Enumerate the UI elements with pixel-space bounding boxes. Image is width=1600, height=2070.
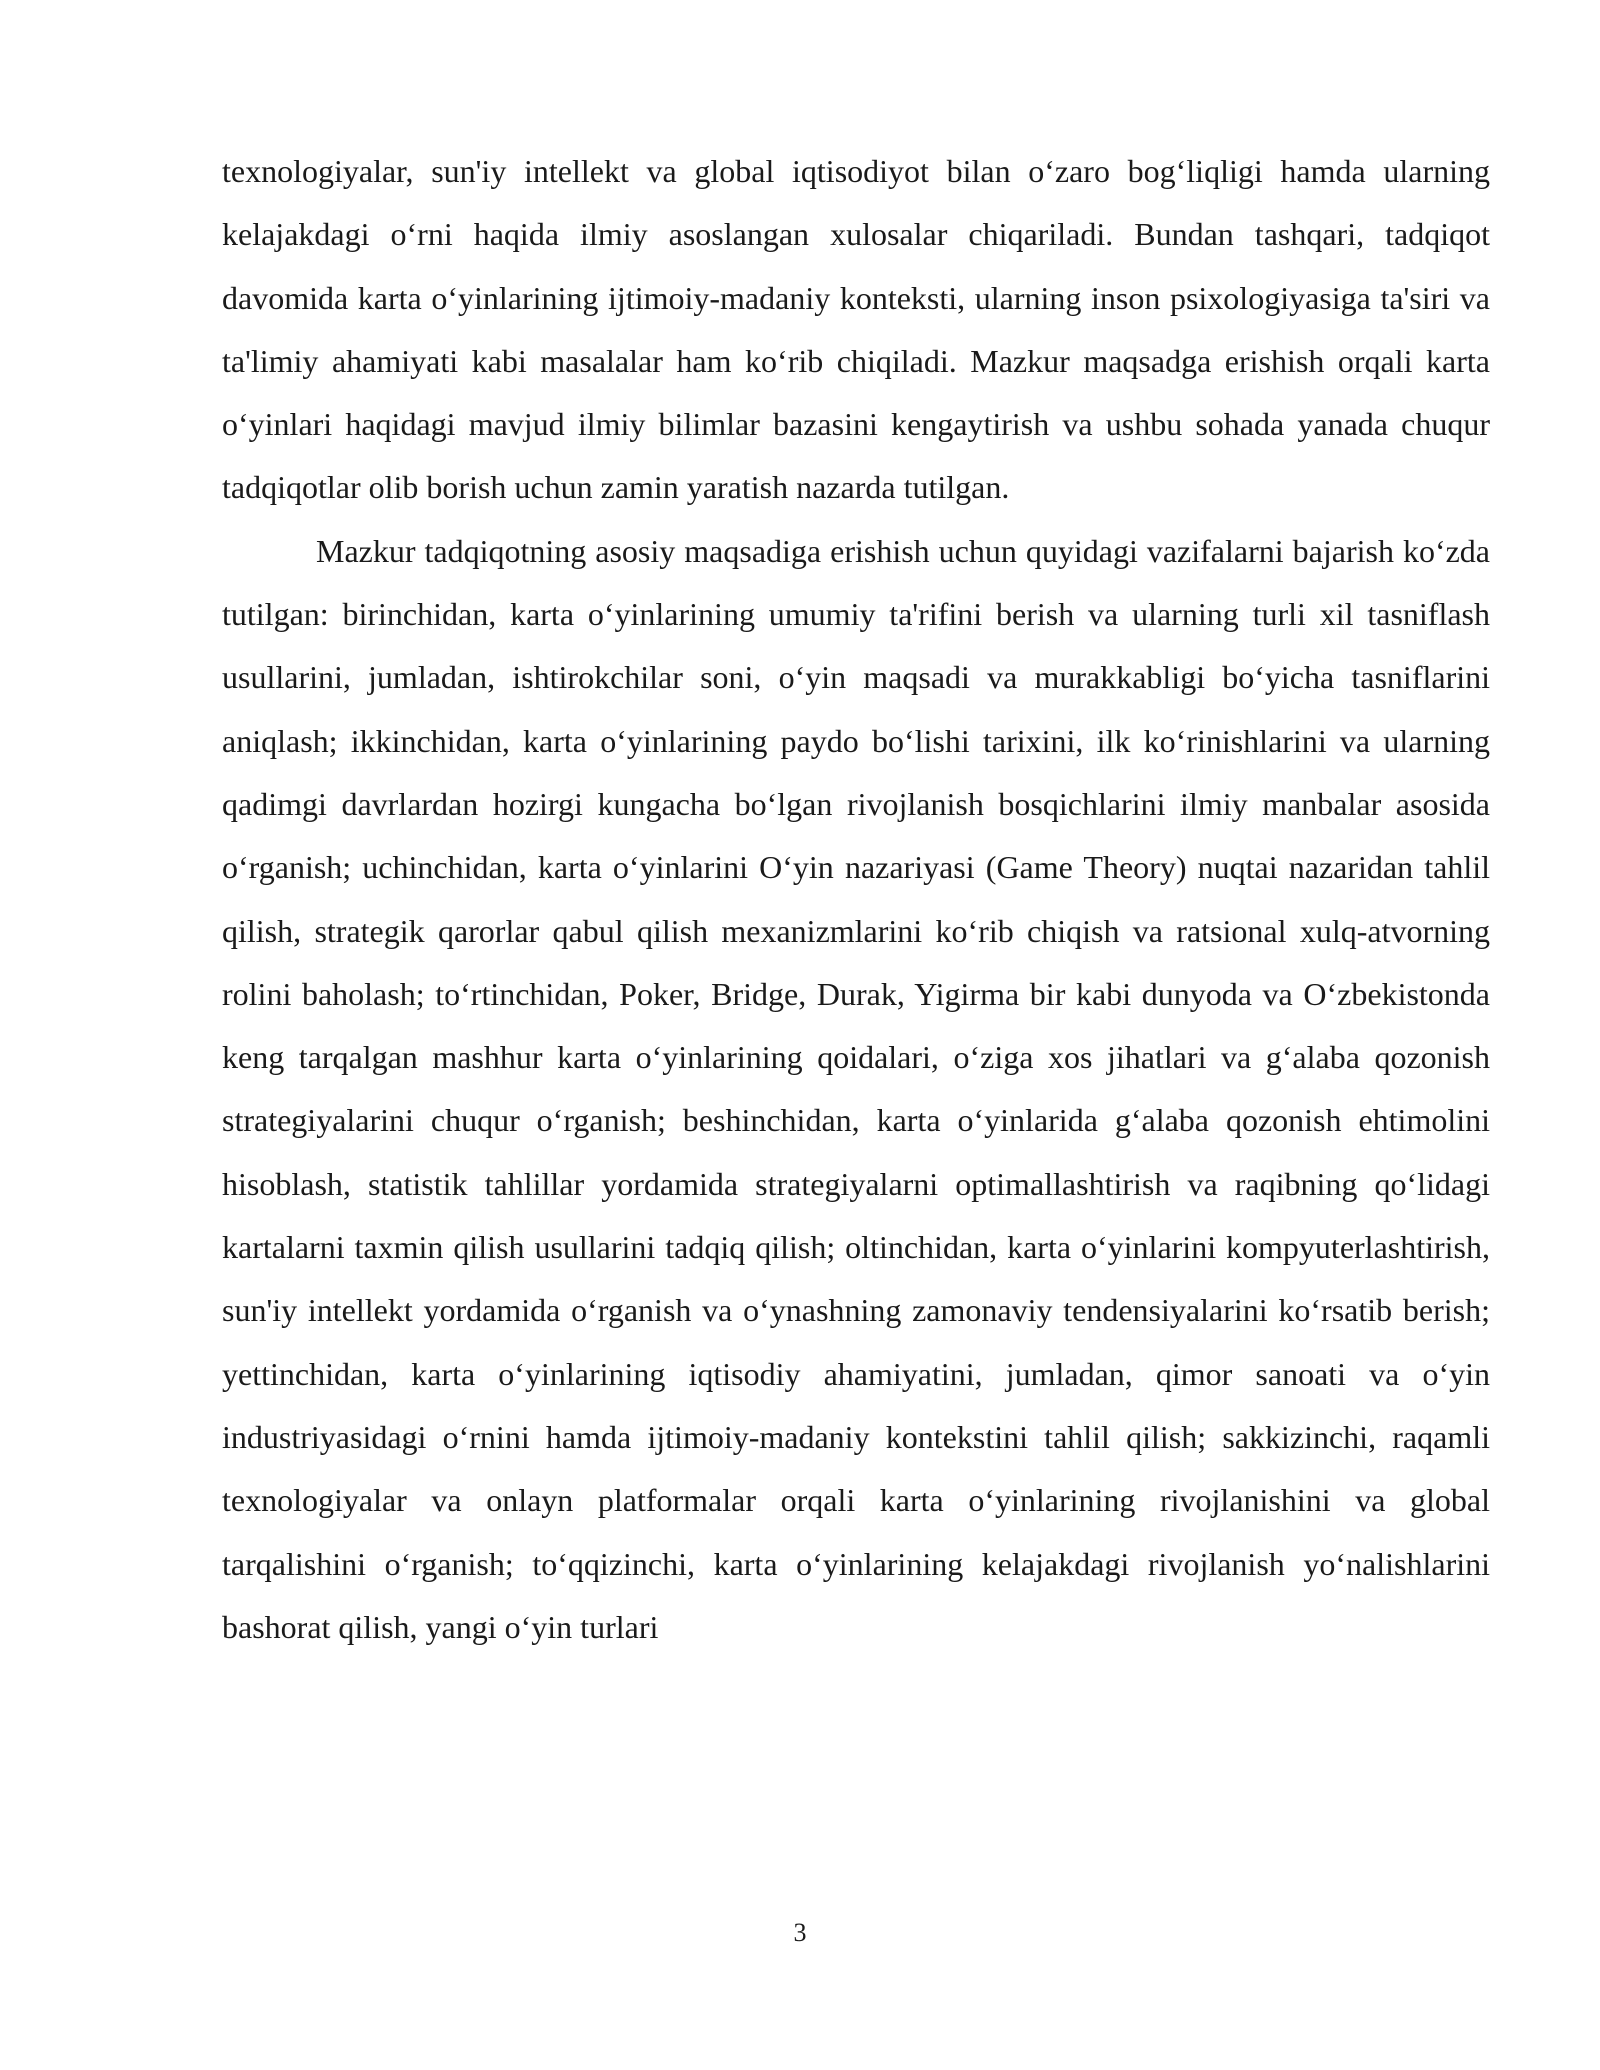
paragraph-continuation: texnologiyalar, sun'iy intellekt va global iqtisodiyot bilan o‘zaro bog‘liqligi hamda ularning kelajakdagi o‘rni haqida ilmiy asoslangan xulosalar chiqariladi. Bundan tashqari, tadqiqot davomida karta o‘yinlarining ijtimoiy-madaniy konteksti, ularning inson psixologiyasiga ta'siri va ta'limiy ahamiyati kabi masalalar ham ko‘rib chiqiladi. Mazkur maqsadga erishish orqali karta o‘yinlari haqidagi mavjud ilmiy bilimlar bazasini kengaytirish va ushbu sohada yanada chuqur tadqiqotlar olib borish uchun zamin yaratish nazarda tutilgan. [222, 153, 1490, 506]
paragraph-tasks: Mazkur tadqiqotning asosiy maqsadiga erishish uchun quyidagi vazifalarni bajarish ko‘zda tutilgan: birinchidan, karta o‘yinlarining umumiy ta'rifini berish va ularning turli xil tasniflash usullarini, jumladan, ishtirokchilar soni, o‘yin maqsadi va murakkabligi bo‘yicha tasniflarini aniqlash; ikkinchidan, karta o‘yinlarining paydo bo‘lishi tarixini, ilk ko‘rinishlarini va ularning qadimgi davrlardan hozirgi kungacha bo‘lgan rivojlanish bosqichlarini ilmiy manbalar asosida o‘rganish; uchinchidan, karta o‘yinlarini O‘yin nazariyasi (Game Theory) nuqtai nazaridan tahlil qilish, strategik qarorlar qabul qilish mexanizmlarini ko‘rib chiqish va ratsional xulq-atvorning rolini baholash; to‘rtinchidan, Poker, Bridge, Durak, Yigirma bir kabi dunyoda va O‘zbekistonda keng tarqalgan mashhur karta o‘yinlarining qoidalari, o‘ziga xos jihatlari va g‘alaba qozonish strategiyalarini chuqur o‘rganish; beshinchidan, karta o‘yinlarida g‘alaba qozonish ehtimolini hisoblash, statistik tahlillar yordamida strategiyalarni optimallashtirish va raqibning qo‘lidagi kartalarni taxmin qilish usullarini tadqiq qilish; oltinchidan, karta o‘yinlarini kompyuterlashtirish, sun'iy intellekt yordamida o‘rganish va o‘ynashning zamonaviy tendensiyalarini ko‘rsatib berish; yettinchidan, karta o‘yinlarining iqtisodiy ahamiyatini, jumladan, qimor sanoati va o‘yin industriyasidagi o‘rnini hamda ijtimoiy-madaniy kontekstini tahlil qilish; sakkizinchi, raqamli texnologiyalar va onlayn platformalar orqali karta o‘yinlarining rivojlanishini va global tarqalishini o‘rganish; to‘qqizinchi, karta o‘yinlarining kelajakdagi rivojlanish yo‘nalishlarini bashorat qilish, yangi o‘yin turlari [222, 532, 1490, 1645]
page-number: 3 [793, 1918, 807, 1947]
body-text [222, 140, 1490, 1659]
